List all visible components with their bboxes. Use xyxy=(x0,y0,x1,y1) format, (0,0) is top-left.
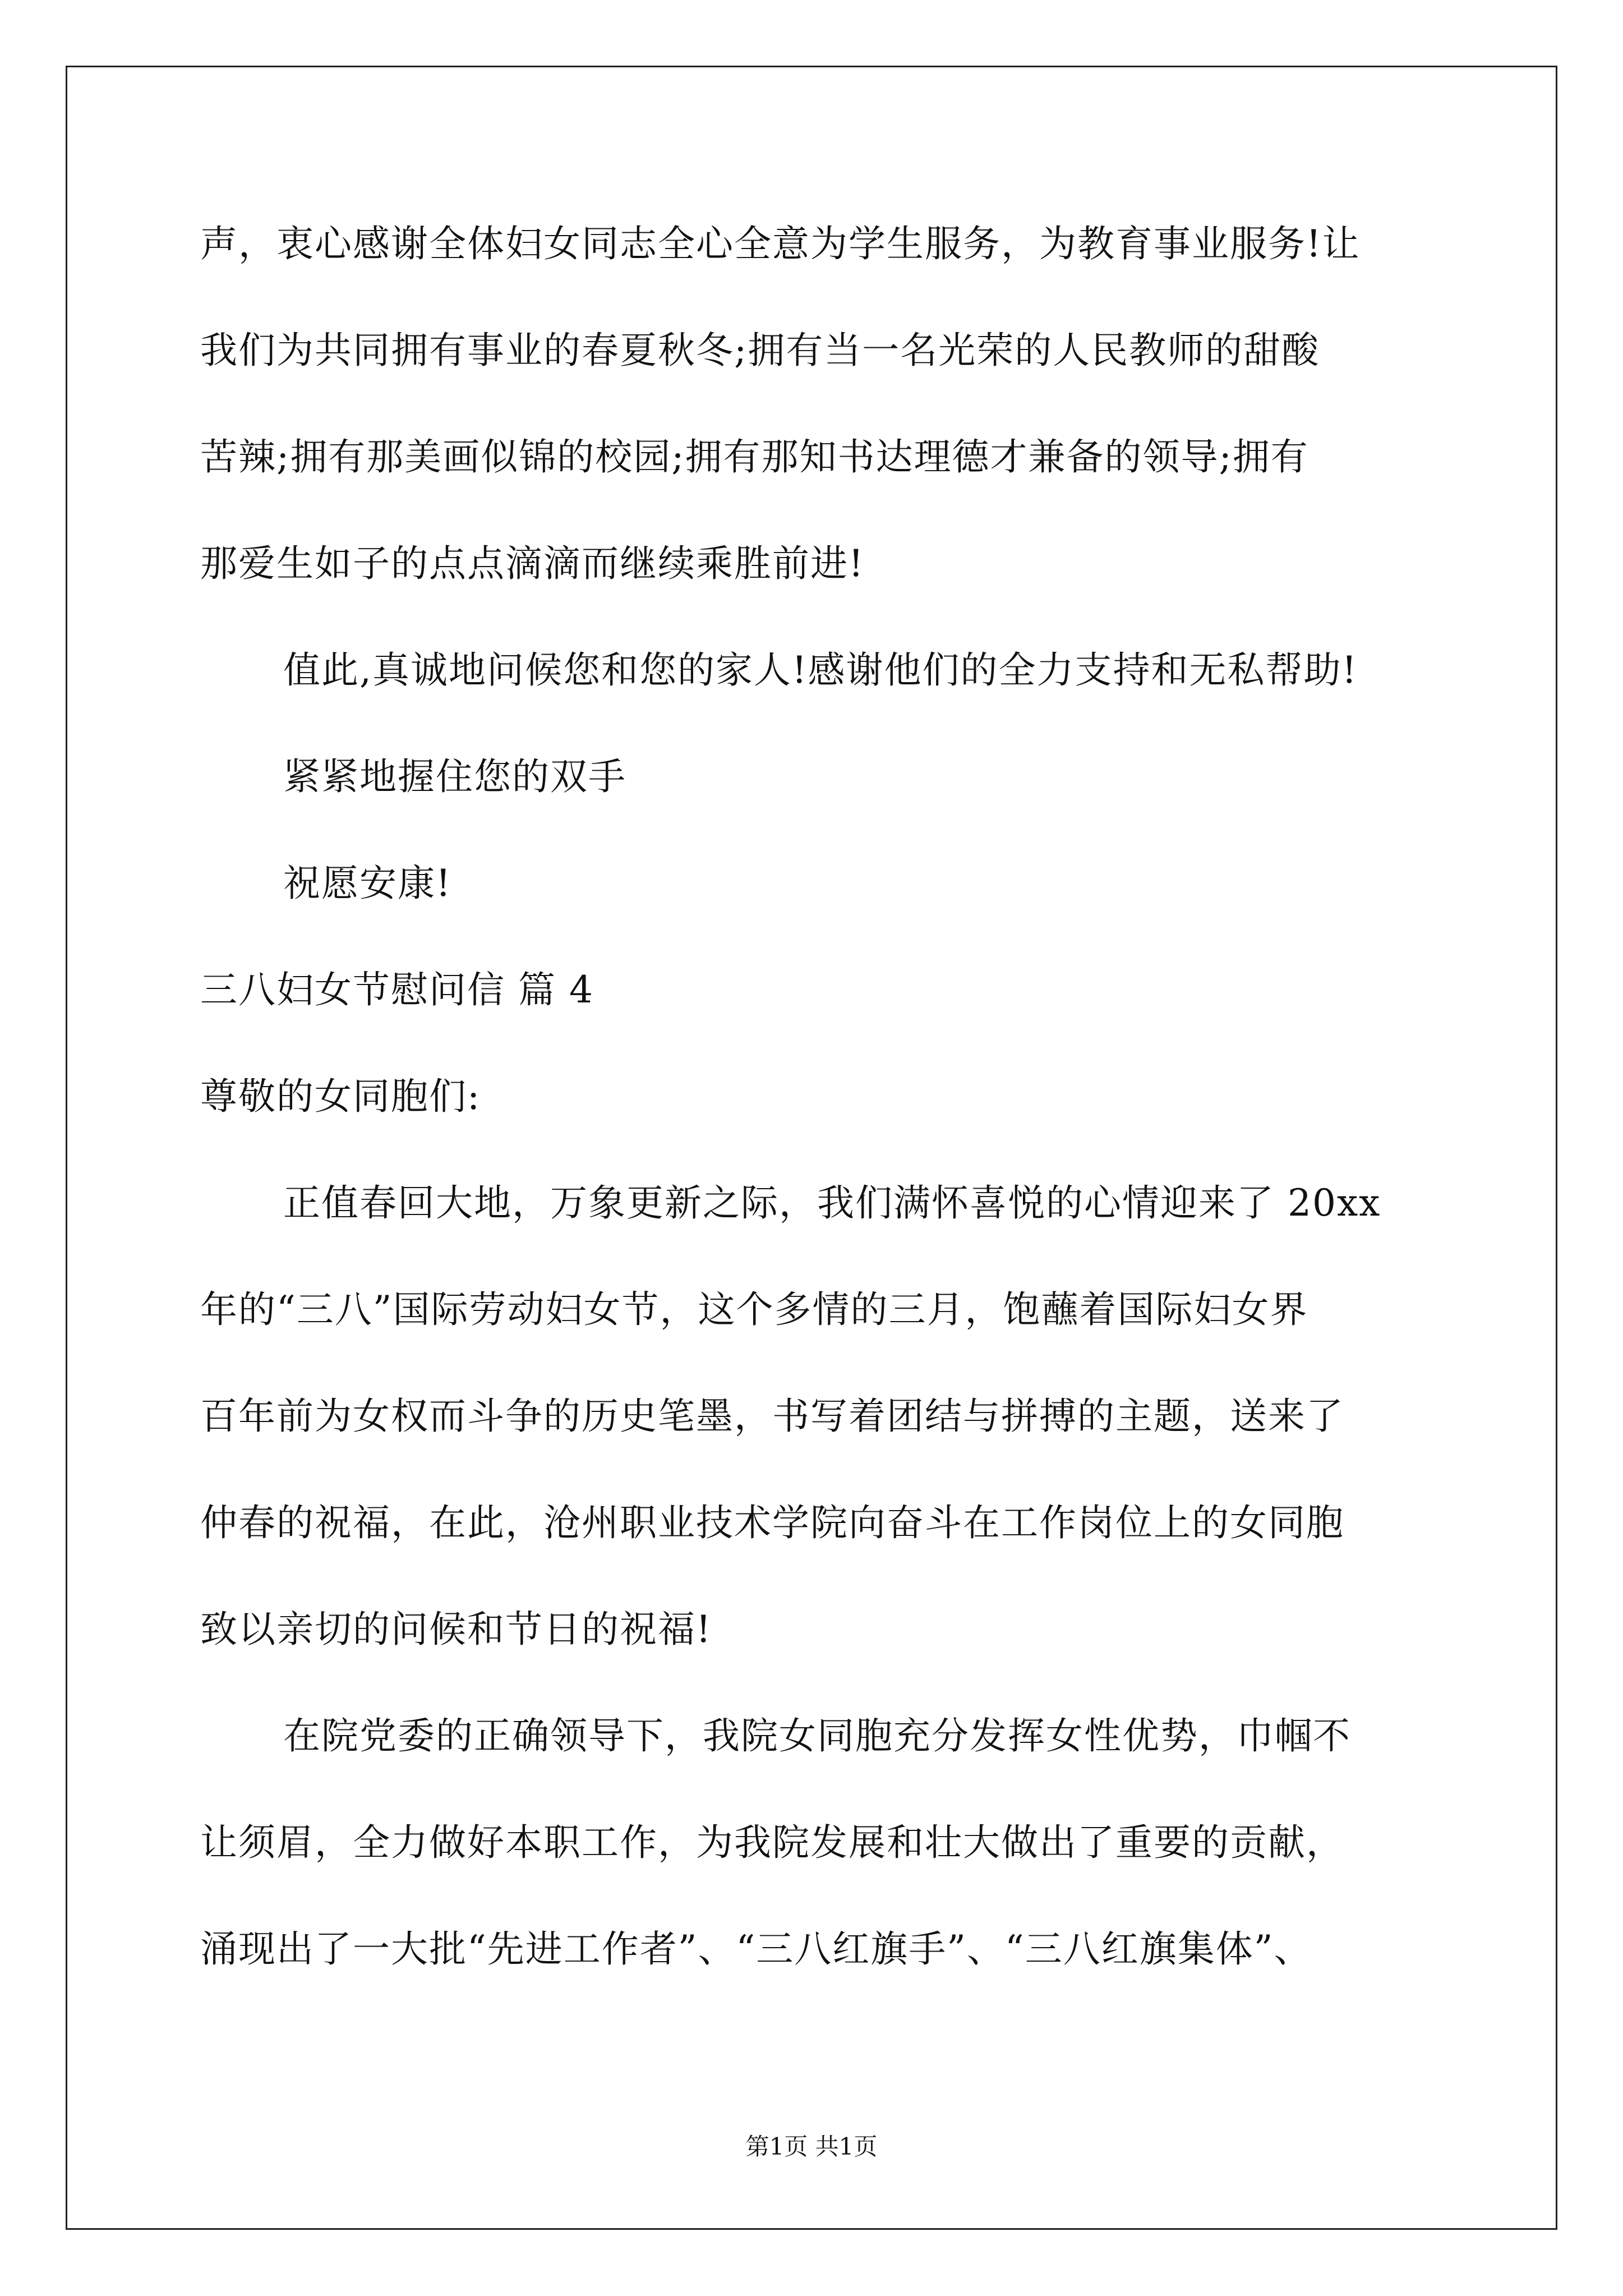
text-line: 声，衷心感谢全体妇女同志全心全意为学生服务，为教育事业服务!让 xyxy=(200,222,1361,265)
text-line: 紧紧地握住您的双手 xyxy=(283,755,626,798)
text-line: 苦辣;拥有那美画似锦的校园;拥有那知书达理德才兼备的领导;拥有 xyxy=(200,435,1309,478)
text-line: 让须眉，全力做好本职工作，为我院发展和壮大做出了重要的贡献， xyxy=(200,1821,1344,1864)
salutation: 尊敬的女同胞们: xyxy=(200,1075,481,1118)
page-footer: 第1页 共1页 xyxy=(745,2133,878,2160)
text-line: 致以亲切的问候和节日的祝福! xyxy=(200,1608,712,1651)
text-line: 年的“三八”国际劳动妇女节，这个多情的三月，饱蘸着国际妇女界 xyxy=(200,1288,1308,1331)
text-line: 仲春的祝福，在此，沧州职业技术学院向奋斗在工作岗位上的女同胞 xyxy=(200,1501,1344,1544)
page-border xyxy=(66,66,1557,2230)
text-line: 祝愿安康! xyxy=(283,862,452,905)
section-heading: 三八妇女节慰问信 篇 4 xyxy=(200,968,594,1011)
text-line: 那爱生如子的点点滴滴而继续乘胜前进! xyxy=(200,542,865,585)
text-line: 正值春回大地，万象更新之际，我们满怀喜悦的心情迎来了 20xx xyxy=(283,1181,1381,1225)
text-line: 百年前为女权而斗争的历史笔墨，书写着团结与拼搏的主题，送来了 xyxy=(200,1395,1344,1438)
text-line: 在院党委的正确领导下，我院女同胞充分发挥女性优势，巾帼不 xyxy=(283,1714,1351,1757)
text-line: 值此,真诚地问候您和您的家人!感谢他们的全力支持和无私帮助! xyxy=(283,648,1358,692)
text-line: 涌现出了一大批“先进工作者”、“三八红旗手”、“三八红旗集体”、 xyxy=(200,1927,1312,1971)
text-line: 我们为共同拥有事业的春夏秋冬;拥有当一名光荣的人民教师的甜酸 xyxy=(200,329,1320,372)
